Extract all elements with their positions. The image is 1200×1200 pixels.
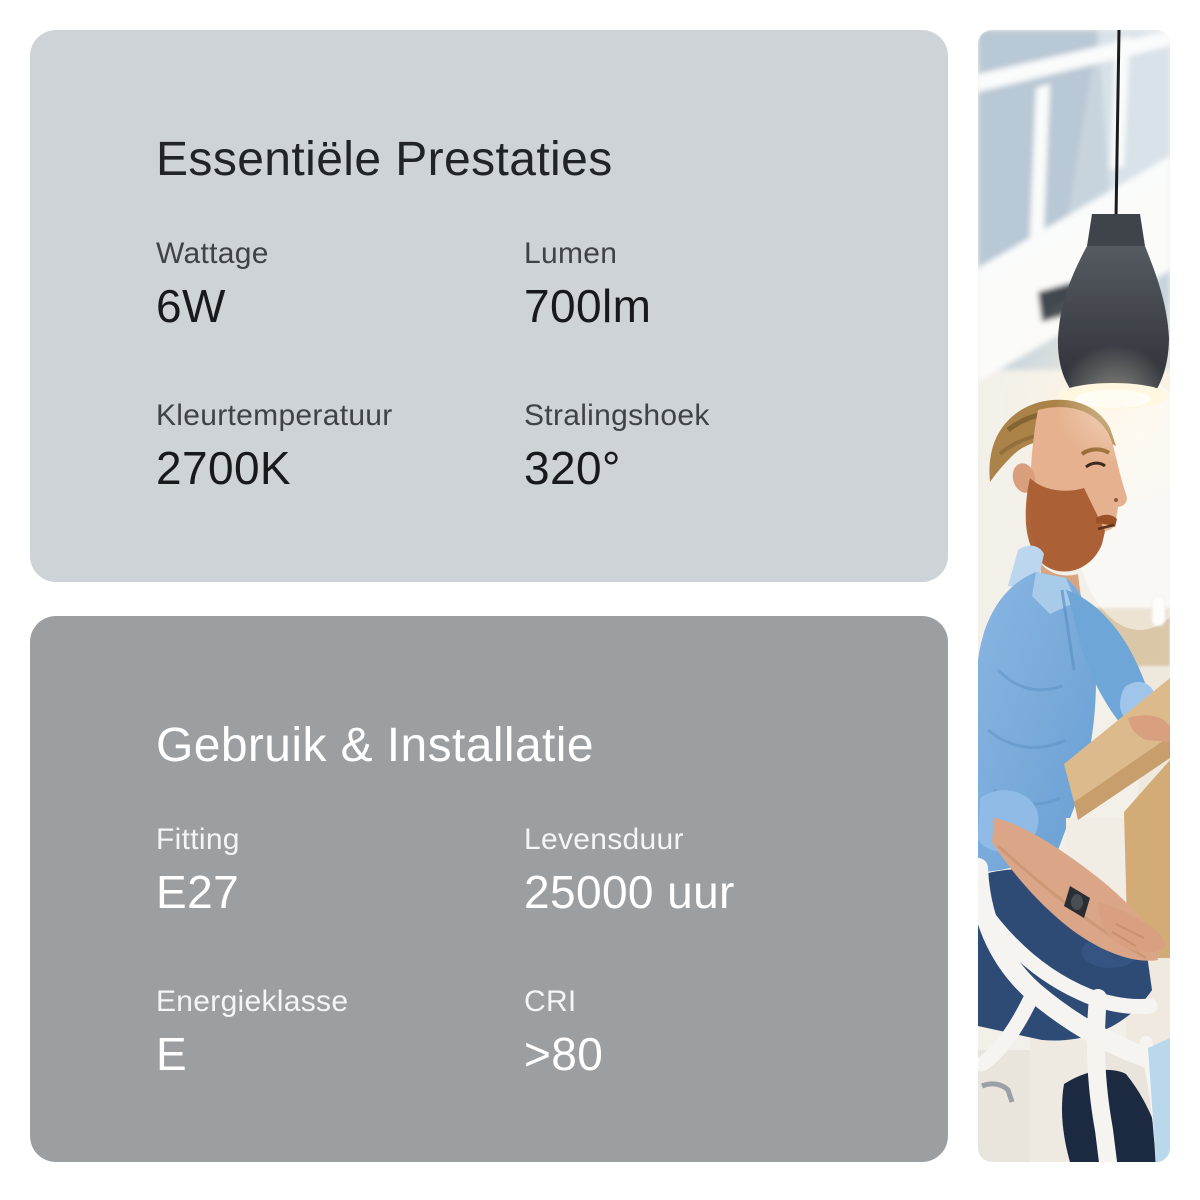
lifestyle-photo (978, 30, 1170, 1162)
spec-label: Levensduur (524, 823, 684, 856)
spec-label: Kleurtemperatuur (156, 399, 393, 432)
spec-lumen (524, 235, 651, 332)
lifestyle-photo-illustration (978, 30, 1170, 1162)
spec-label: Fitting (156, 823, 240, 856)
spec-fitting (156, 821, 240, 918)
spec-cri (524, 983, 603, 1080)
spec-value: 6W (156, 280, 226, 332)
spec-value: 2700K (156, 442, 292, 494)
spec-wattage (156, 235, 269, 332)
spec-label: Energieklasse (156, 985, 349, 1018)
spec-value: E27 (156, 866, 240, 918)
card-title: Essentiële Prestaties (156, 133, 613, 186)
spec-color-temperature (156, 397, 393, 494)
spec-energy-class (156, 983, 348, 1080)
card-title: Gebruik & Installatie (156, 719, 594, 772)
card-usage-installation (30, 616, 948, 1162)
spec-value: 25000 uur (524, 866, 735, 918)
spec-value: E (156, 1028, 188, 1080)
spec-value: 320° (524, 442, 621, 494)
spec-value: >80 (524, 1028, 604, 1080)
spec-value: 700lm (524, 280, 652, 332)
spec-label: Stralingshoek (524, 399, 710, 432)
spec-lifetime (524, 821, 735, 918)
spec-label: Lumen (524, 237, 618, 270)
card-essential-performance (30, 30, 948, 582)
spec-label: CRI (524, 985, 577, 1018)
spec-beam-angle (524, 397, 710, 494)
spec-label: Wattage (156, 237, 269, 270)
